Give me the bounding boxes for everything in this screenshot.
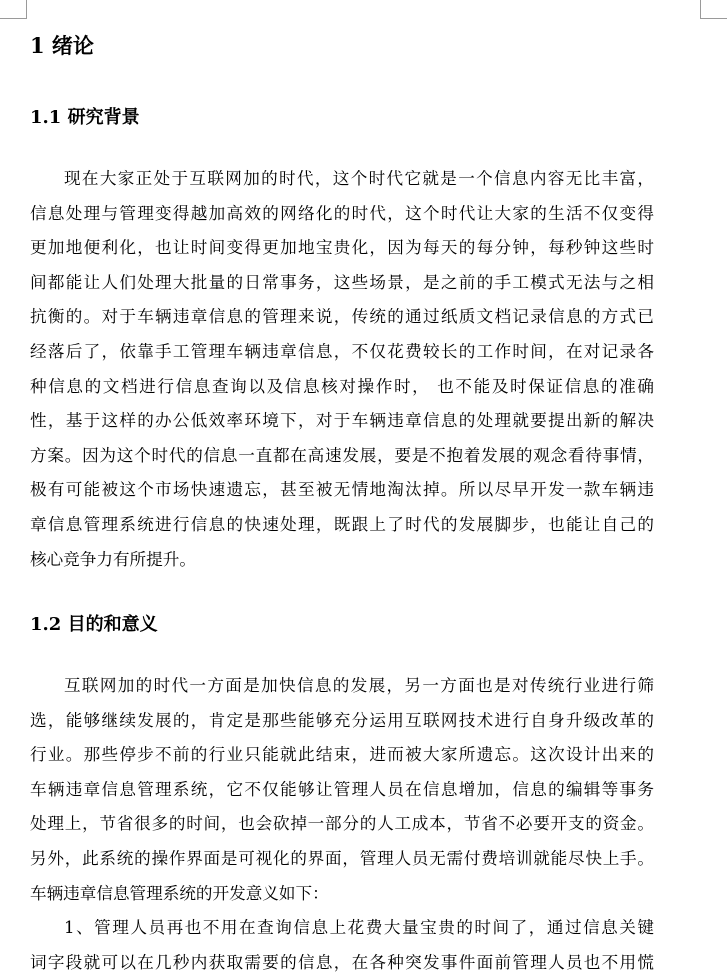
- list-item-line: 1、管理人员再也不用在查询信息上花费大量宝贵的时间了，通过信息关键: [64, 918, 654, 938]
- paragraph-line: 核心竞争力有所提升。: [30, 549, 196, 569]
- paragraph-line: 信息处理与管理变得越加高效的网络化的时代，这个时代让大家的生活不仅变得: [30, 203, 654, 223]
- paragraph-line: 互联网加的时代一方面是加快信息的发展，另一方面也是对传统行业进行筛: [64, 676, 654, 695]
- paragraph-line: 另外，此系统的操作界面是可视化的界面，管理人员无需付费培训就能尽快上手。: [30, 848, 654, 868]
- paragraph-line: 处理上，节省很多的时间，也会砍掉一部分的人工成本，节省不必要开支的资金。: [30, 814, 654, 834]
- paragraph-line: 车辆违章信息管理系统的开发意义如下：: [30, 883, 329, 903]
- paragraph-line: 经落后了，依靠手工管理车辆违章信息，不仅花费较长的工作时间，在对记录各: [30, 341, 654, 361]
- list-item-line: 词字段就可以在几秒内获取需要的信息，在各种突发事件面前管理人员也不用慌: [30, 952, 654, 972]
- paragraph-line: 现在大家正处于互联网加的时代，这个时代它就是一个信息内容无比丰富，: [64, 169, 654, 188]
- paragraph-line: 车辆违章信息管理系统，它不仅能够让管理人员在信息增加，信息的编辑等事务: [30, 779, 654, 799]
- paragraph-research-background: [30, 162, 654, 577]
- paragraph-line: 抗衡的。对于车辆违章信息的管理来说，传统的通过纸质文档记录信息的方式已: [30, 307, 654, 327]
- chapter-title: 1 绪论: [30, 33, 94, 58]
- paragraph-line: 性，基于这样的办公低效率环境下，对于车辆违章信息的处理就要提出新的解决: [30, 411, 654, 431]
- paragraph-line: 更加地便利化，也让时间变得更加地宝贵化，因为每天的每分钟，每秒钟这些时: [30, 238, 654, 258]
- paragraph-line: 方案。因为这个时代的信息一直都在高速发展，要是不抱着发展的观念看待事情，: [30, 445, 654, 465]
- paragraph-line: 选，能够继续发展的，肯定是那些能够充分运用互联网技术进行自身升级改革的: [30, 710, 654, 730]
- paragraph-line: 间都能让人们处理大批量的日常事务，这些场景，是之前的手工模式无法与之相: [30, 272, 654, 292]
- paragraph-line: 极有可能被这个市场快速遗忘，甚至被无情地淘汰掉。所以尽早开发一款车辆违: [30, 480, 654, 500]
- paragraph-purpose-significance: [30, 669, 654, 980]
- section-title-purpose: 1.2 目的和意义: [30, 614, 158, 635]
- paragraph-line: 行业。那些停步不前的行业只能就此结束，进而被大家所遗忘。这次设计出来的: [30, 745, 654, 765]
- paragraph-line: 种信息的文档进行信息查询以及信息核对操作时， 也不能及时保证信息的准确: [30, 376, 654, 396]
- paragraph-line: 章信息管理系统进行信息的快速处理，既跟上了时代的发展脚步，也能让自己的: [30, 514, 654, 534]
- section-title-background: 1.1 研究背景: [30, 107, 140, 128]
